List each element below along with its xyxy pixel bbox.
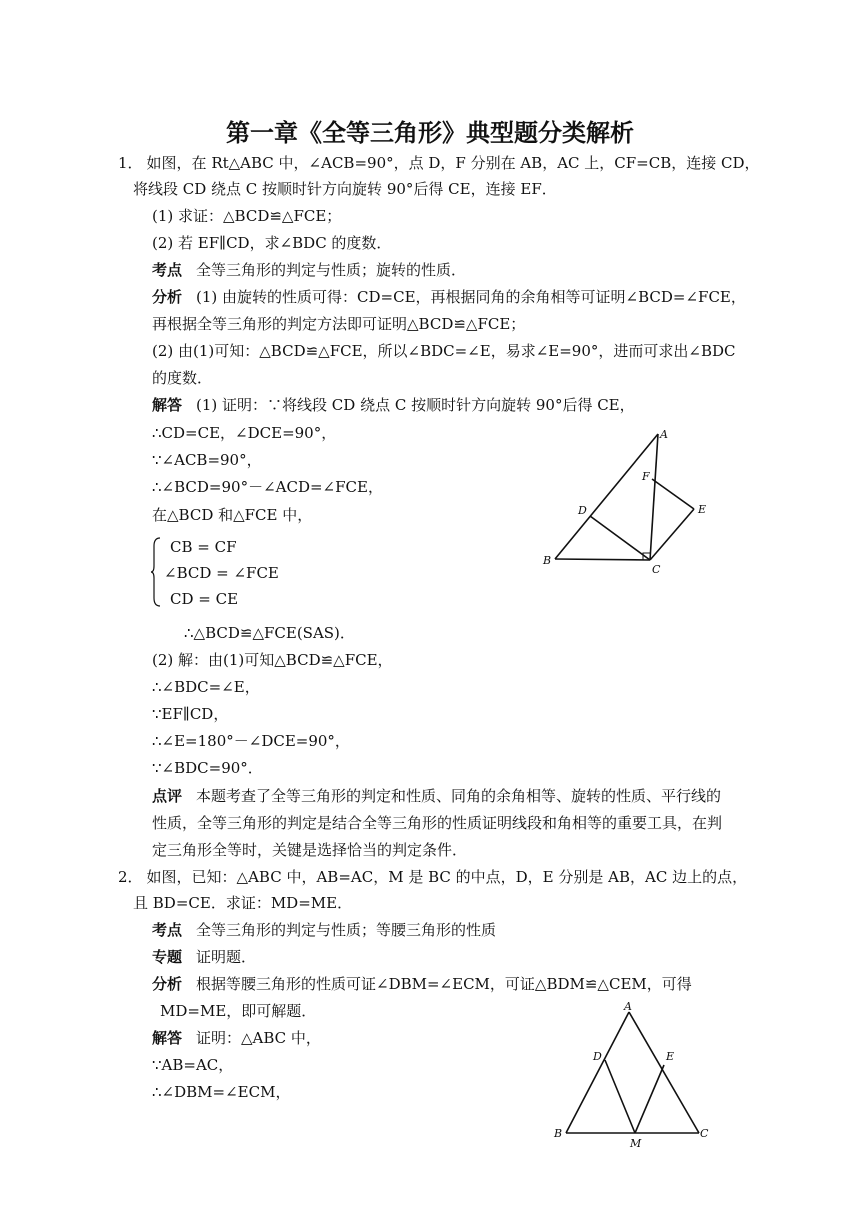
p1-number: 1． <box>118 154 143 172</box>
p1-jieda-line1: 解答 (1) 证明：∵将线段 CD 绕点 C 按顺时针方向旋转 90°后得 CE， <box>152 396 635 414</box>
p1-geometry-figure <box>538 425 718 575</box>
fig2-label-b: B <box>554 1127 563 1140</box>
fig1-label-b: B <box>543 554 552 567</box>
p2-step-1: ∵AB=AC， <box>152 1056 234 1074</box>
p1-fenxi-line4: 的度数． <box>152 369 213 387</box>
fig2-label-m: M <box>630 1137 642 1150</box>
p2-zhuanti: 专题 证明题． <box>152 948 257 966</box>
p1-fenxi-line3: (2) 由(1)可知：△BCD≌△FCE，所以∠BDC=∠E，易求∠E=90°，进而可求出∠BDC <box>152 342 736 360</box>
p1-fenxi-line1: 分析 (1) 由旋转的性质可得：CD=CE，再根据同角的余角相等可证明∠BCD=∠FCE， <box>152 288 746 306</box>
fig1-label-a: A <box>660 428 668 441</box>
p1-dianping-line3: 定三角形全等时，关键是选择恰当的判定条件． <box>152 841 468 859</box>
document-title: 第一章《全等三角形》典型题分类解析 <box>226 119 634 147</box>
p2-jieda-line1: 解答 证明：△ABC 中， <box>152 1029 321 1047</box>
p1-stem-line1: 1． 如图，在 Rt△ABC 中，∠ACB=90°，点 D，F 分别在 AB，AC 上，CF=CB，连接 CD， <box>118 154 760 172</box>
p1-step-5: ∴△BCD≌△FCE(SAS)． <box>184 624 355 642</box>
p2-fenxi-line1: 分析 根据等腰三角形的性质可证∠DBM=∠ECM，可证△BDM≌△CEM，可得 <box>152 975 692 993</box>
p1-system-row3: CD = CE <box>170 590 239 608</box>
fig1-label-d: D <box>578 504 587 517</box>
p1-step-3: ∴∠BCD=90°－∠ACD=∠FCE， <box>152 478 383 496</box>
p2-fenxi-line2: MD=ME，即可解题． <box>160 1002 317 1020</box>
p1-step-4: 在△BCD 和△FCE 中， <box>152 506 313 524</box>
p2-step-2: ∴∠DBM=∠ECM， <box>152 1083 291 1101</box>
fig2-label-c: C <box>700 1127 709 1140</box>
p1-step-6: (2) 解：由(1)可知△BCD≌△FCE， <box>152 651 393 669</box>
p1-step-2: ∵∠ACB=90°， <box>152 451 262 469</box>
p1-step-8: ∵EF∥CD， <box>152 705 229 723</box>
fig1-label-f: F <box>642 470 650 483</box>
fig1-label-c: C <box>652 563 661 575</box>
p1-stem-line2: 将线段 CD 绕点 C 按顺时针方向旋转 90°后得 CE，连接 EF． <box>133 180 557 198</box>
p2-stem-line1: 2． 如图，已知：△ABC 中，AB=AC，M 是 BC 的中点，D，E 分别是 AB，AC 边上的点， <box>118 868 748 886</box>
p2-kaodian: 考点 全等三角形的判定与性质；等腰三角形的性质 <box>152 921 497 939</box>
p1-step-9: ∴∠E=180°－∠DCE=90°， <box>152 732 350 750</box>
p1-question-2: (2) 若 EF∥CD，求∠BDC 的度数． <box>152 234 392 252</box>
fig2-label-a: A <box>624 1000 632 1013</box>
p2-stem-line2: 且 BD=CE．求证：MD=ME． <box>133 894 353 912</box>
p1-step-10: ∵∠BDC=90°． <box>152 759 263 777</box>
p1-step-7: ∴∠BDC=∠E， <box>152 678 260 696</box>
p1-dianping-line1: 点评 本题考查了全等三角形的判定和性质、同角的余角相等、旋转的性质、平行线的 <box>152 787 722 805</box>
p1-step-1: ∴CD=CE，∠DCE=90°， <box>152 424 337 442</box>
fig1-label-e: E <box>698 503 707 516</box>
p1-kaodian: 考点 全等三角形的判定与性质；旋转的性质． <box>152 261 467 279</box>
fig2-label-e: E <box>666 1050 675 1063</box>
p1-system-row2: ∠BCD = ∠FCE <box>164 564 279 582</box>
p1-dianping-line2: 性质，全等三角形的判定是结合全等三角形的性质证明线段和角相等的重要工具，在判 <box>152 814 723 832</box>
p1-system-row1: CB = CF <box>170 538 237 556</box>
p1-question-1: (1) 求证：△BCD≌△FCE； <box>152 207 342 225</box>
fig2-label-d: D <box>593 1050 602 1063</box>
system-brace <box>150 536 162 608</box>
p1-fenxi-line2: 再根据全等三角形的判定方法即可证明△BCD≌△FCE； <box>152 315 526 333</box>
p2-number: 2． <box>118 868 143 886</box>
p2-geometry-figure <box>548 1000 718 1150</box>
